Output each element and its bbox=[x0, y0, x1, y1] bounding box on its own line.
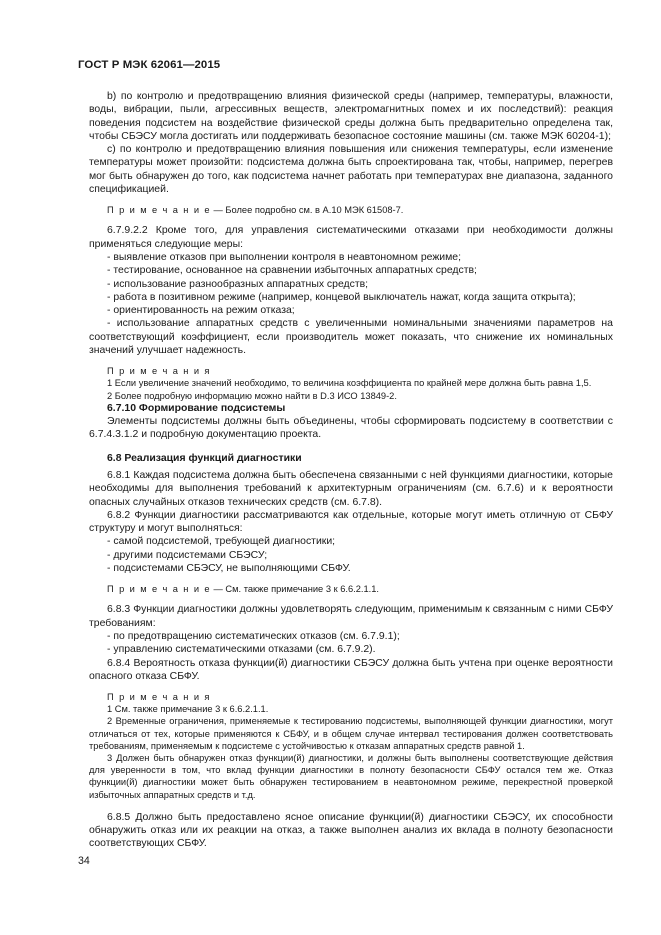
paragraph-6-7-10: Элементы подсистемы должны быть объединены, чтобы сформировать подсистему в соответствии с 6.7.4.3.1.2 и подробную документацию проекта. bbox=[89, 416, 613, 441]
note-text: — Более подробно см. в А.10 МЭК 61508-7. bbox=[210, 205, 404, 216]
page-number: 34 bbox=[78, 855, 90, 867]
measure-item: - выявление отказов при выполнении контроля в неавтономном режиме; bbox=[107, 251, 462, 263]
note-1 bbox=[107, 204, 613, 216]
paragraph-6-8-1: 6.8.1 Каждая подсистема должна быть обеспечена связанными с ней функциями диагностики, которые необходимы для выполнения требований к архитектурным ограничениям (см. 6.7.6) и к вероятности опасных случайных отказов технических средств (см. 6.7.8). bbox=[89, 469, 613, 508]
section-heading-6-8: 6.8 Реализация функций диагностики bbox=[107, 452, 302, 464]
notes-label: П р и м е ч а н и я bbox=[107, 366, 211, 377]
paragraph-6-8-5: 6.8.5 Должно быть предоставлено ясное описание функции(й) диагностики СБЭСУ, их способности обнаружить отказ или их реакции на отказ, а также выполнен анализ их вклада в полноту безопасности соответствующих СБФУ. bbox=[89, 811, 613, 850]
document-body bbox=[89, 90, 613, 851]
paragraph-6-7-9-2-2: 6.7.9.2.2 Кроме того, для управления систематическими отказами при необходимости должны применяться следующие меры: bbox=[89, 225, 613, 250]
measure-item: - использование аппаратных средств с увеличенными номинальными значениями параметров на соответствующий коэффициент, если производитель может показать, что снижение их номинальных значений улучшает надежность. bbox=[89, 318, 613, 357]
note-item: 3 Должен быть обнаружен отказ функции(й) диагностики, и должны быть выполнены соответствующие действия для уверенности в том, что вклад функции диагностики в полноту безопасности СБФУ остался тем же. Отказ функции(й) диагностики может быть обнаружен тестированием в неавтономном режиме, перекрестной проверкой избыточных аппаратных средств и т.д. bbox=[89, 752, 613, 800]
note-label: П р и м е ч а н и е bbox=[107, 584, 211, 595]
note-item: 2 Более подробную информацию можно найти в D.3 ИСО 13849-2. bbox=[107, 390, 397, 401]
note-item: 2 Временные ограничения, применяемые к тестированию подсистемы, выполняющей функции диагностики, могут отличаться от тех, которые применяются к СБФУ, и в общем случае интервал тестирования должен соответствовать требованиям, применяемым к подсистеме с устойчивостью к отказам аппаратных средств равной 1. bbox=[89, 716, 613, 751]
paragraph-6-8-2: 6.8.2 Функции диагностики рассматриваются как отдельные, которые могут иметь отличную от СБФУ структуру и могут выполняться: bbox=[89, 509, 613, 535]
paragraph-6-8-3: 6.8.3 Функции диагностики должны удовлетворять следующим, применимым к связанным с ними СБФУ требованиям: bbox=[89, 604, 613, 629]
diagnostic-item: - другими подсистемами СБЭСУ; bbox=[107, 549, 268, 561]
measure-item: - работа в позитивном режиме (например, концевой выключатель нажат, когда защита открыта); bbox=[107, 291, 576, 303]
note-label: П р и м е ч а н и е bbox=[107, 205, 211, 216]
measure-item: - тестирование, основанное на сравнении избыточных аппаратных средств; bbox=[107, 265, 477, 277]
requirement-item: - по предотвращению систематических отказов (см. 6.7.9.1); bbox=[107, 630, 400, 642]
paragraph-6-8-4: 6.8.4 Вероятность отказа функции(й) диагностики СБЭСУ должна быть учтена при оценке вероятности опасного отказа СБФУ. bbox=[89, 657, 613, 682]
list-item-b: b) по контролю и предотвращению влияния физической среды (например, температуры, влажности, воды, вибрации, пыли, агрессивных веществ, электромагнитных помех и их последствий): реакция поведения подсистем на воздействие физической среды должна быть предварительно определена так, чтобы СБЭСУ могла достигать или поддерживать безопасное состояние машины (см. также МЭК 60204-1); bbox=[89, 91, 613, 142]
diagnostic-item: - самой подсистемой, требующей диагностики; bbox=[107, 536, 336, 548]
measure-item: - использование разнообразных аппаратных средств; bbox=[107, 278, 369, 290]
note-text: — См. также примечание 3 к 6.6.2.1.1. bbox=[210, 584, 379, 595]
list-item-c: c) по контролю и предотвращению влияния повышения или снижения температуры, если изменение температуры может произойти: подсистема должна быть спроектирована так, чтобы, например, перегрев мог быть обнаружен до того, как подсистема начнет работать при температурах вне диапазона, заданного спецификацией. bbox=[89, 144, 613, 196]
notes-label: П р и м е ч а н и я bbox=[107, 692, 211, 703]
section-heading-6-7-10: 6.7.10 Формирование подсистемы bbox=[107, 402, 286, 414]
note-item: 1 Если увеличение значений необходимо, то величина коэффициента по крайней мере должна быть равна 1,5. bbox=[107, 378, 592, 389]
note-item: 1 См. также примечание 3 к 6.6.2.1.1. bbox=[107, 704, 269, 715]
requirement-item: - управлению систематическими отказами (см. 6.7.9.2). bbox=[107, 644, 376, 656]
diagnostic-item: - подсистемами СБЭСУ, не выполняющими СБФУ. bbox=[107, 563, 351, 575]
note-3 bbox=[107, 583, 613, 595]
measure-item: - ориентированность на режим отказа; bbox=[107, 305, 295, 317]
standard-header: ГОСТ Р МЭК 62061—2015 bbox=[78, 59, 221, 71]
